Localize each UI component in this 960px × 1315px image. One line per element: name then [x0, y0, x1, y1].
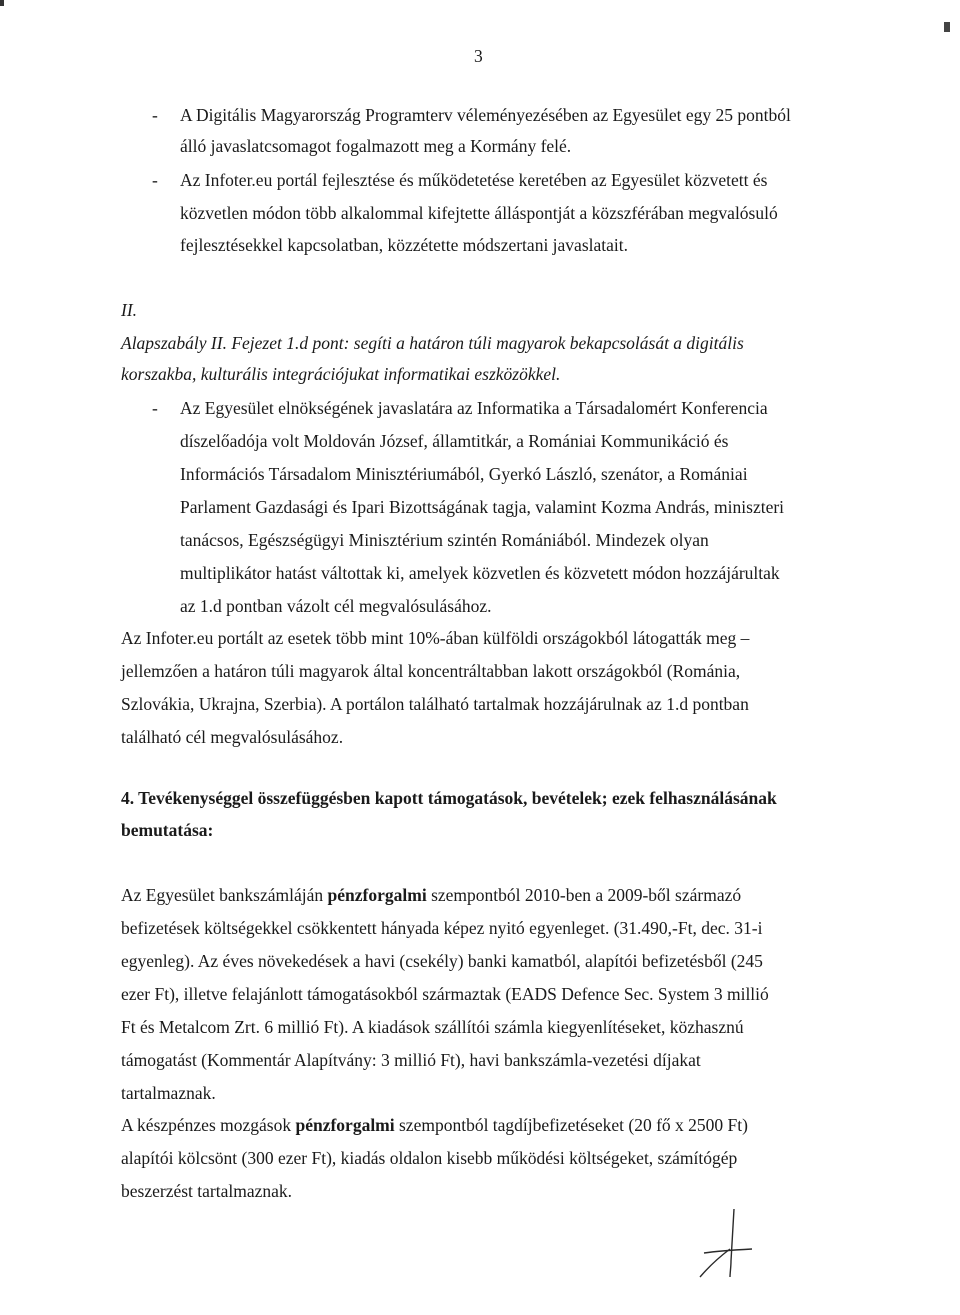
- paragraph-line: jellemzően a határon túli magyarok által koncentráltabban lakott országokból (Románia,: [121, 661, 741, 681]
- scan-mark: [944, 22, 950, 32]
- section-ii-heading: II.: [121, 300, 138, 320]
- bullet-line: Az Infoter.eu portál fejlesztése és működetetése keretében az Egyesület közvetett és: [180, 170, 768, 190]
- paragraph-line: befizetések költségekkel csökkentett hányada képez nyitó egyenleget. (31.490,-Ft, dec. 31-i: [121, 918, 763, 938]
- bullet-dash: -: [152, 105, 158, 125]
- bullet-line: közvetlen módon több alkalommal kifejtette álláspontját a közszférában megvalósuló: [180, 203, 778, 223]
- bullet-line: Az Egyesület elnökségének javaslatára az Informatika a Társadalomért Konferencia: [180, 398, 768, 418]
- paragraph-line: található cél megvalósulásához.: [121, 727, 344, 747]
- bullet-line: fejlesztésekkel kapcsolatban, közzétette módszertani javaslatait.: [180, 235, 628, 255]
- paragraph-line: Ft és Metalcom Zrt. 6 millió Ft). A kiadások szállítói számla kiegyenlítéseket, közhasznú: [121, 1017, 744, 1037]
- paragraph-line: egyenleg). Az éves növekedések a havi (csekély) banki kamatból, alapítói befizetésből (245: [121, 951, 763, 971]
- paragraph-line: tartalmaznak.: [121, 1083, 216, 1103]
- bullet-line: A Digitális Magyarország Programterv véleményezésében az Egyesület egy 25 pontból: [180, 105, 791, 125]
- section-4-heading: 4. Tevékenységgel összefüggésben kapott támogatások, bevételek; ezek felhasználásának: [121, 788, 777, 808]
- bullet-dash: -: [152, 398, 158, 418]
- bullet-line: az 1.d pontban vázolt cél megvalósulásához.: [180, 596, 492, 616]
- bold-term: pénzforgalmi: [327, 885, 427, 905]
- bullet-line: multiplikátor hatást váltottak ki, amelyek közvetlen és közvetett módon hozzájárultak: [180, 563, 780, 583]
- paragraph-line: Az Egyesület bankszámláján pénzforgalmi szempontból 2010-ben a 2009-ből származó: [121, 885, 742, 905]
- bullet-line: álló javaslatcsomagot fogalmazott meg a Kormány felé.: [180, 136, 572, 156]
- page-number: 3: [474, 46, 483, 66]
- paragraph-line: Szlovákia, Ukrajna, Szerbia). A portálon található tartalmak hozzájárulnak az 1.d pontban: [121, 694, 749, 714]
- scan-mark: [0, 0, 4, 6]
- signature-initial-mark: [690, 1205, 760, 1285]
- paragraph-line: beszerzést tartalmaznak.: [121, 1181, 293, 1201]
- paragraph-line: alapítói kölcsönt (300 ezer Ft), kiadás oldalon kisebb működési költségeket, számítógép: [121, 1148, 738, 1168]
- bold-term: pénzforgalmi: [295, 1115, 395, 1135]
- paragraph-line: A készpénzes mozgások pénzforgalmi szempontból tagdíjbefizetéseket (20 fő x 2500 Ft): [121, 1115, 748, 1135]
- section-ii-subtitle-line: Alapszabály II. Fejezet 1.d pont: segíti a határon túli magyarok bekapcsolását a digitális: [121, 333, 744, 353]
- section-4-heading: bemutatása:: [121, 820, 214, 840]
- bullet-line: Parlament Gazdasági és Ipari Bizottságának tagja, valamint Kozma András, miniszteri: [180, 497, 785, 517]
- bullet-line: Információs Társadalom Minisztériumából, Gyerkó László, szenátor, a Romániai: [180, 464, 748, 484]
- bullet-dash: -: [152, 170, 158, 190]
- bullet-line: díszelőadója volt Moldován József, államtitkár, a Romániai Kommunikáció és: [180, 431, 729, 451]
- paragraph-line: támogatást (Kommentár Alapítvány: 3 millió Ft), havi bankszámla-vezetési díjakat: [121, 1050, 701, 1070]
- paragraph-line: Az Infoter.eu portált az esetek több mint 10%-ában külföldi országokból látogatták meg –: [121, 628, 750, 648]
- paragraph-line: ezer Ft), illetve felajánlott támogatásokból származtak (EADS Defence Sec. System 3 millió: [121, 984, 769, 1004]
- section-ii-subtitle-line: korszakba, kulturális integrációjukat informatikai eszközökkel.: [121, 364, 561, 384]
- bullet-line: tanácsos, Egészségügyi Minisztérium szintén Romániából. Mindezek olyan: [180, 530, 709, 550]
